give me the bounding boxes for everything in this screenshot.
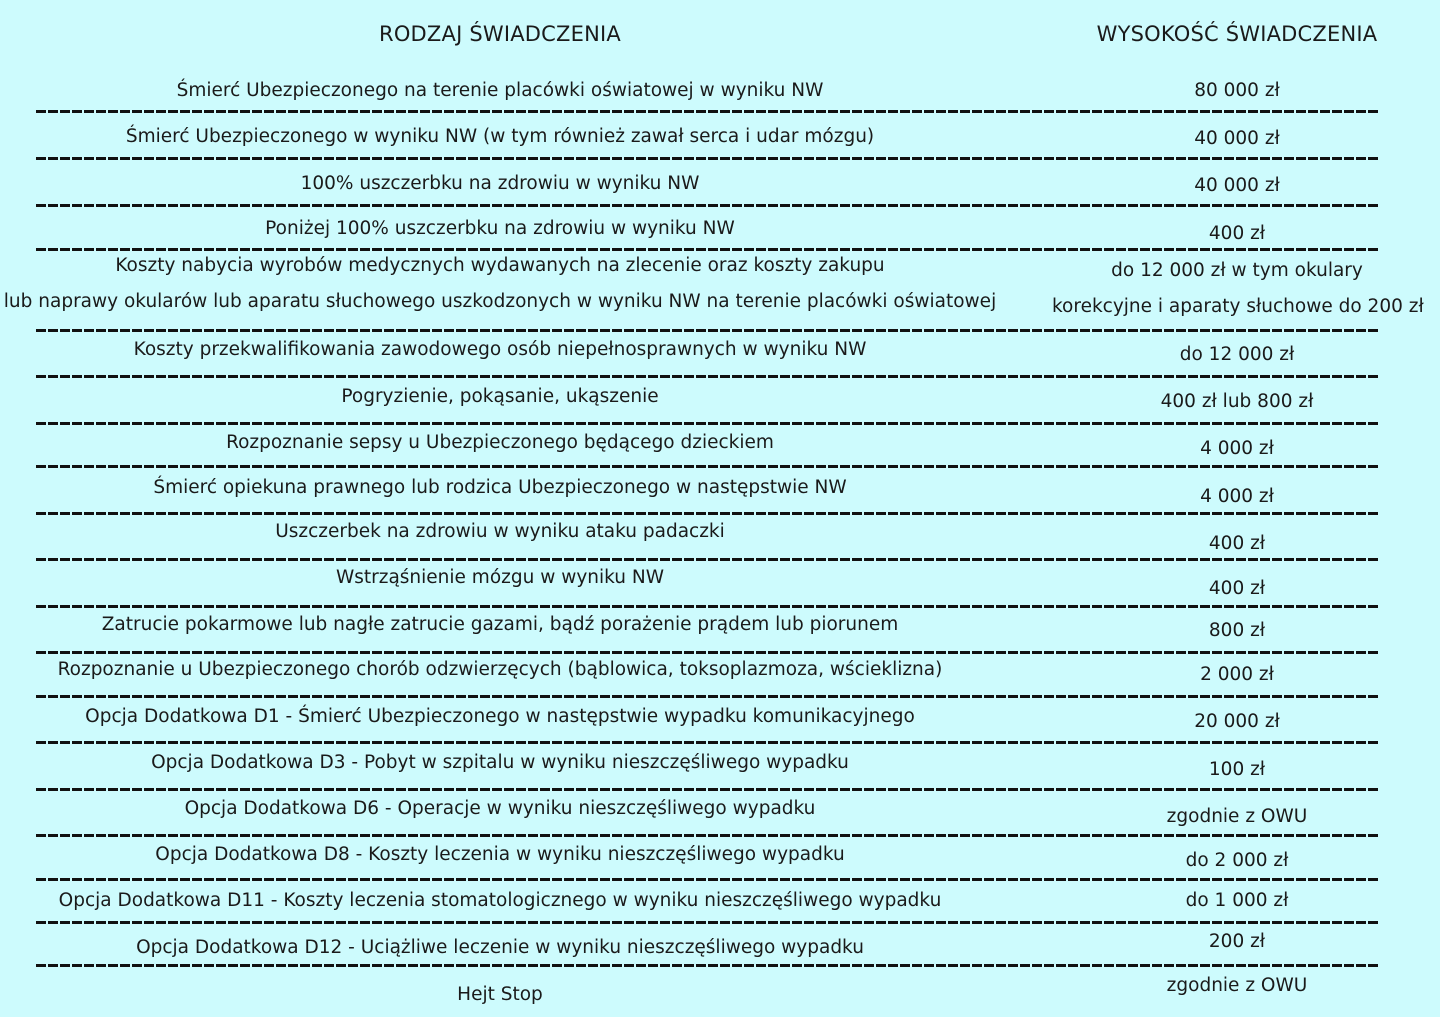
column-header-amount: WYSOKOŚĆ ŚWIADCZENIA	[1096, 22, 1378, 46]
row-separator	[36, 329, 1380, 332]
row-amount-text: 4 000 zł	[1200, 486, 1274, 507]
row-amount-text: do 2 000 zł	[1185, 850, 1289, 871]
row-amount-text: 80 000 zł	[1194, 80, 1280, 101]
row-separator	[36, 204, 1380, 207]
row-type-text: 100% uszczerbku na zdrowiu w wyniku NW	[300, 173, 700, 194]
row-amount-text: 400 zł	[1208, 578, 1266, 599]
row-type-text: Śmierć Ubezpieczonego w wyniku NW (w tym również zawał serca i udar mózgu)	[125, 126, 875, 147]
row-type-text: lub naprawy okularów lub aparatu słuchowego uszkodzonych w wyniku NW na terenie placówki oświatowej	[3, 291, 997, 312]
row-type-text: Koszty nabycia wyrobów medycznych wydawanych na zlecenie oraz koszty zakupu	[115, 255, 885, 276]
row-separator	[36, 422, 1380, 425]
row-type-text: Wstrząśnienie mózgu w wyniku NW	[335, 567, 665, 588]
row-type-text: Opcja Dodatkowa D6 - Operacje w wyniku nieszczęśliwego wypadku	[184, 798, 816, 819]
row-separator	[36, 834, 1380, 837]
row-type-text: Koszty przekwalifikowania zawodowego osób niepełnosprawnych w wyniku NW	[133, 339, 867, 360]
row-separator	[36, 558, 1380, 561]
row-separator	[36, 605, 1380, 608]
row-amount-text: 400 zł	[1208, 533, 1266, 554]
row-type-text: Rozpoznanie u Ubezpieczonego chorób odzwierzęcych (bąblowica, toksoplazmoza, wścieklizna)	[57, 659, 943, 680]
row-separator	[36, 512, 1380, 515]
row-type-text: Opcja Dodatkowa D1 - Śmierć Ubezpieczonego w następstwie wypadku komunikacyjnego	[85, 706, 915, 727]
row-separator	[36, 788, 1380, 791]
row-type-text: Opcja Dodatkowa D12 - Uciążliwe leczenie w wyniku nieszczęśliwego wypadku	[136, 937, 864, 958]
row-type-text: Śmierć opiekuna prawnego lub rodzica Ubezpieczonego w następstwie NW	[153, 477, 847, 498]
row-type-text: Hejt Stop	[457, 984, 543, 1005]
row-separator	[36, 921, 1380, 924]
row-separator	[36, 375, 1380, 378]
row-type-text: Pogryzienie, pokąsanie, ukąszenie	[341, 386, 659, 407]
row-amount-text: 40 000 zł	[1194, 175, 1280, 196]
row-amount-text: 200 zł	[1208, 931, 1266, 952]
row-type-text: Opcja Dodatkowa D8 - Koszty leczenia w wyniku nieszczęśliwego wypadku	[155, 844, 845, 865]
row-separator	[36, 248, 1380, 251]
row-type-text: Zatrucie pokarmowe lub nagłe zatrucie gazami, bądź porażenie prądem lub piorunem	[101, 614, 899, 635]
row-separator	[36, 651, 1380, 654]
row-amount-text: zgodnie z OWU	[1166, 975, 1308, 996]
row-amount-text: 40 000 zł	[1194, 128, 1280, 149]
row-amount-text: 400 zł	[1208, 223, 1266, 244]
row-amount-text: 2 000 zł	[1200, 664, 1274, 685]
row-amount-text: 100 zł	[1208, 759, 1266, 780]
row-amount-text: 4 000 zł	[1200, 438, 1274, 459]
row-type-text: Rozpoznanie sepsy u Ubezpieczonego będącego dzieckiem	[226, 432, 774, 453]
row-separator	[36, 110, 1380, 113]
row-type-text: Poniżej 100% uszczerbku na zdrowiu w wyniku NW	[265, 218, 735, 239]
row-separator	[36, 465, 1380, 468]
row-amount-text: 20 000 zł	[1194, 711, 1280, 732]
row-amount-text: do 12 000 zł	[1179, 344, 1295, 365]
row-amount-text: korekcyjne i aparaty słuchowe do 200 zł	[1052, 296, 1424, 317]
column-header-type: RODZAJ ŚWIADCZENIA	[379, 22, 621, 46]
row-separator	[36, 695, 1380, 698]
row-separator	[36, 157, 1380, 160]
row-amount-text: zgodnie z OWU	[1166, 806, 1308, 827]
row-amount-text: 800 zł	[1208, 620, 1266, 641]
row-amount-text: 400 zł lub 800 zł	[1160, 391, 1314, 412]
row-amount-text: do 12 000 zł w tym okulary	[1111, 260, 1363, 281]
row-separator	[36, 878, 1380, 881]
row-type-text: Opcja Dodatkowa D3 - Pobyt w szpitalu w wyniku nieszczęśliwego wypadku	[151, 752, 849, 773]
row-type-text: Uszczerbek na zdrowiu w wyniku ataku padaczki	[275, 521, 725, 542]
row-separator	[36, 741, 1380, 744]
row-amount-text: do 1 000 zł	[1185, 890, 1289, 911]
row-separator	[36, 964, 1380, 967]
row-type-text: Śmierć Ubezpieczonego na terenie placówki oświatowej w wyniku NW	[176, 80, 824, 101]
row-type-text: Opcja Dodatkowa D11 - Koszty leczenia stomatologicznego w wyniku nieszczęśliwego wypadku	[58, 890, 942, 911]
